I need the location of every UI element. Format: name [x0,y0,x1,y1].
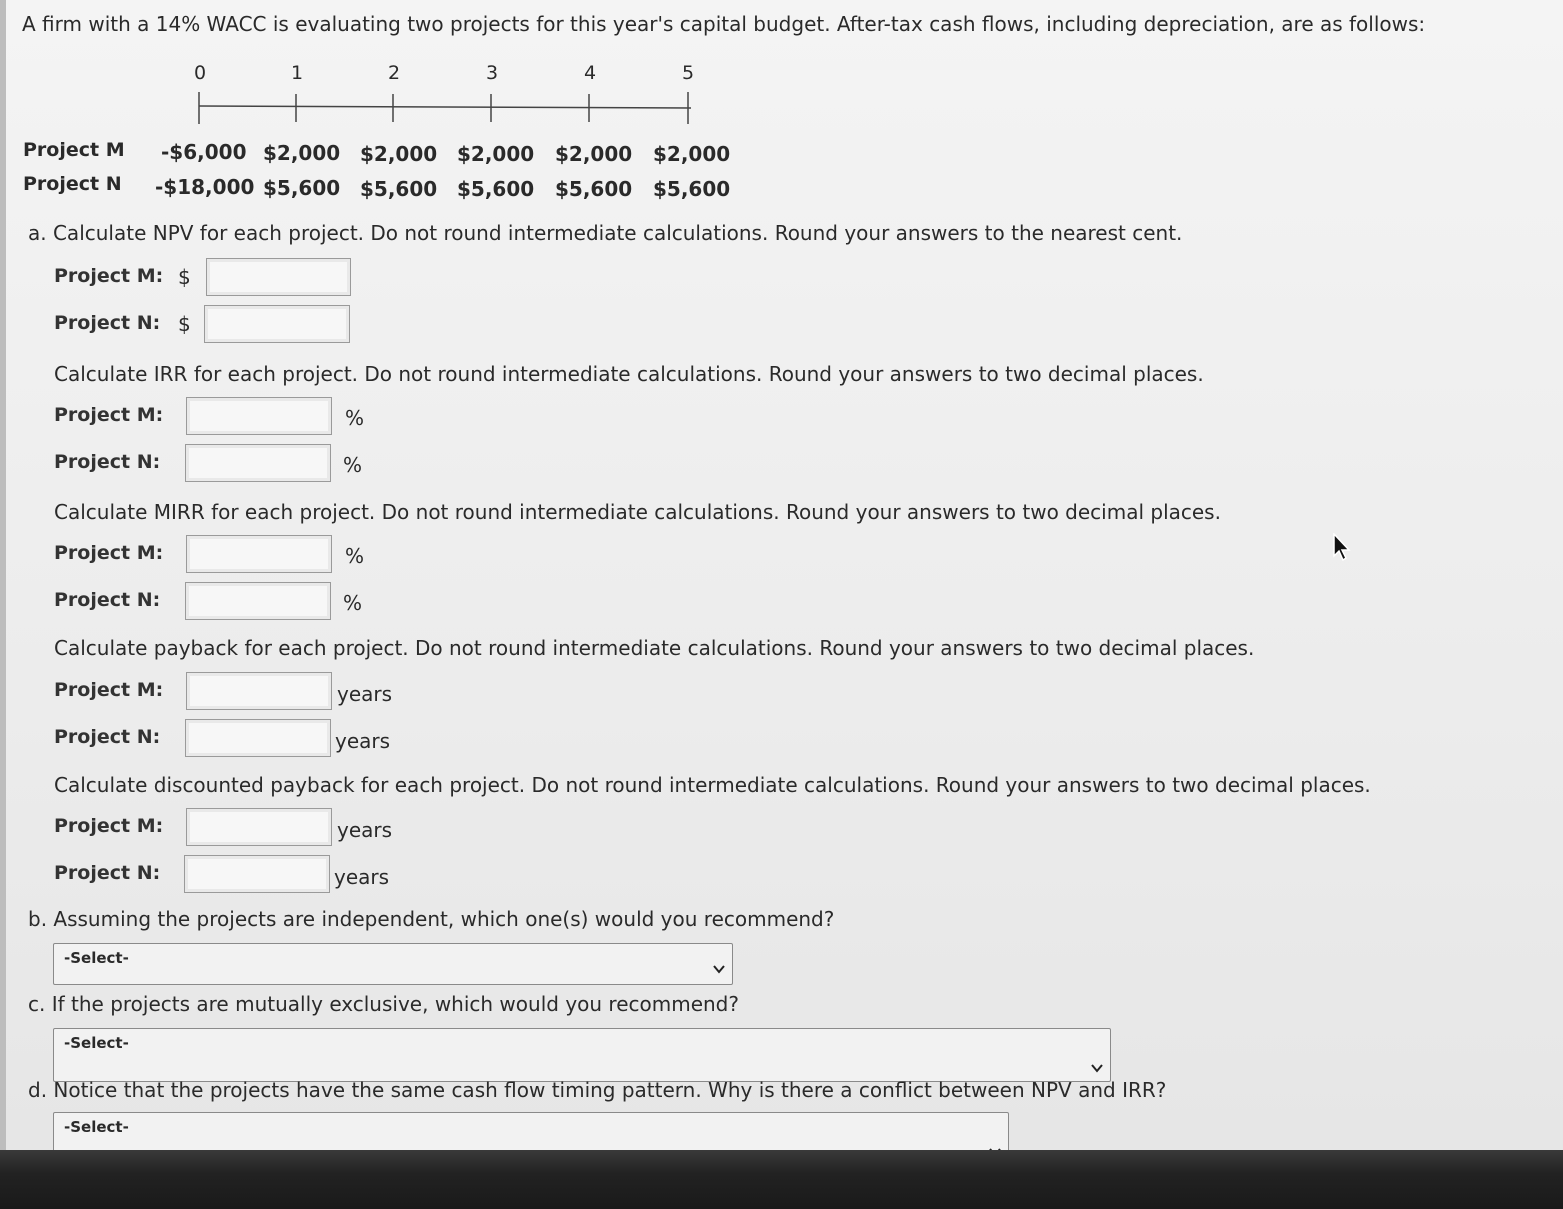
project-m-label: Project M [23,139,125,161]
mouse-pointer-icon [1332,533,1352,563]
npv-project-m-currency: $ [178,265,191,289]
monitor-bezel [0,1150,1563,1209]
project-m-flow-1: $2,000 [263,141,341,165]
part-b-question: b. Assuming the projects are independent, which one(s) would you recommend? [28,907,835,931]
timeline-period-5: 5 [681,62,695,84]
discounted-payback-project-m-label: Project M: [54,815,164,837]
project-m-flow-0: -$6,000 [161,140,247,164]
project-m-flow-5: $2,000 [653,142,731,166]
project-m-flow-2: $2,000 [360,142,438,166]
irr-project-n-unit: % [343,453,363,477]
timeline-period-0: 0 [193,62,207,84]
discounted-payback-project-n-label: Project N: [54,862,161,884]
problem-intro: A firm with a 14% WACC is evaluating two projects for this year's capital budget. After-tax cash flows, including depreciation, are as follows: [22,12,1426,36]
timeline-period-1: 1 [290,62,304,84]
project-m-flow-4: $2,000 [555,142,633,166]
mirr-project-n-input[interactable] [185,582,331,620]
mirr-project-m-input[interactable] [186,535,332,573]
irr-project-m-label: Project M: [54,404,164,426]
project-n-flow-4: $5,600 [555,177,633,201]
irr-project-n-label: Project N: [54,451,161,473]
discounted-payback-project-m-unit: years [337,818,393,842]
mirr-project-m-label: Project M: [54,542,164,564]
chevron-down-icon [1090,1061,1104,1075]
project-n-flow-3: $5,600 [457,177,535,201]
discounted-payback-project-n-unit: years [334,865,390,889]
payback-project-m-unit: years [337,682,393,706]
irr-question: Calculate IRR for each project. Do not round intermediate calculations. Round your answers to two decimal places. [54,362,1204,386]
npv-project-n-label: Project N: [54,312,161,334]
part-c-select[interactable] [53,1028,1111,1082]
discounted-payback-project-m-input[interactable] [186,808,332,846]
mirr-project-m-unit: % [345,544,365,568]
timeline-axis [191,88,701,128]
part-d-question: d. Notice that the projects have the same cash flow timing pattern. Why is there a conflict between NPV and IRR? [28,1078,1167,1102]
payback-project-n-label: Project N: [54,726,161,748]
mirr-project-n-unit: % [343,591,363,615]
project-m-flow-3: $2,000 [457,142,535,166]
timeline-period-3: 3 [485,62,499,84]
timeline-period-4: 4 [583,62,597,84]
project-n-flow-2: $5,600 [360,177,438,201]
part-c-question: c. If the projects are mutually exclusive, which would you recommend? [28,992,739,1016]
payback-project-m-label: Project M: [54,679,164,701]
part-d-selected-value: -Select- [64,1118,129,1136]
irr-project-m-input[interactable] [186,397,332,435]
payback-project-n-unit: years [335,729,391,753]
project-n-label: Project N [23,173,122,195]
discounted-payback-project-n-input[interactable] [184,855,330,893]
part-c-selected-value: -Select- [64,1034,129,1052]
discounted-payback-question: Calculate discounted payback for each project. Do not round intermediate calculations. Round your answers to two decimal places. [54,773,1371,797]
payback-project-m-input[interactable] [186,672,332,710]
timeline-period-2: 2 [387,62,401,84]
project-n-flow-0: -$18,000 [155,175,255,199]
part-b-selected-value: -Select- [64,949,129,967]
irr-project-n-input[interactable] [185,444,331,482]
npv-question: a. Calculate NPV for each project. Do not round intermediate calculations. Round your answers to the nearest cent. [28,221,1183,245]
chevron-down-icon [712,962,726,976]
npv-project-m-input[interactable] [206,258,351,296]
project-n-flow-1: $5,600 [263,176,341,200]
payback-project-n-input[interactable] [185,719,331,757]
irr-project-m-unit: % [345,406,365,430]
npv-project-n-currency: $ [178,312,191,336]
npv-project-n-input[interactable] [204,305,350,343]
part-b-select[interactable] [53,943,733,985]
mirr-question: Calculate MIRR for each project. Do not round intermediate calculations. Round your answers to two decimal places. [54,500,1221,524]
mirr-project-n-label: Project N: [54,589,161,611]
npv-project-m-label: Project M: [54,265,164,287]
project-n-flow-5: $5,600 [653,177,731,201]
payback-question: Calculate payback for each project. Do not round intermediate calculations. Round your answers to two decimal places. [54,636,1255,660]
